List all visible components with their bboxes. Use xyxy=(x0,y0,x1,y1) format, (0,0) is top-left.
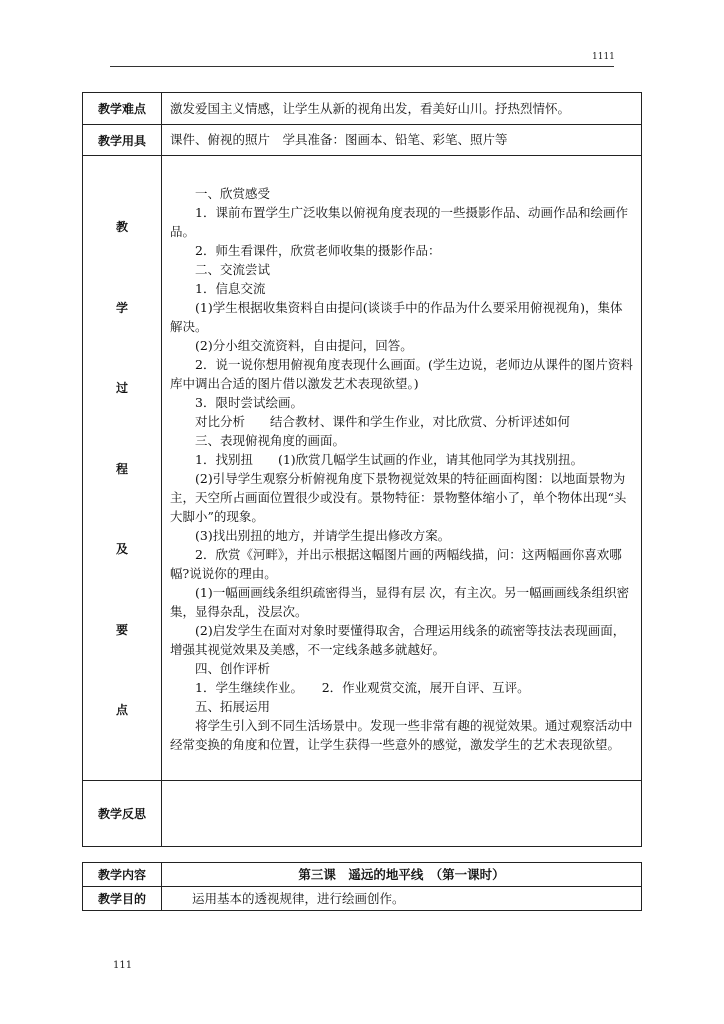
process-line: 2．师生看课件，欣赏老师收集的摄影作品： xyxy=(195,243,441,258)
lesson-title: 第三课 遥远的地平线 （第一课时） xyxy=(162,863,642,887)
process-row xyxy=(83,156,642,781)
tools-text: 课件、俯视的照片 学具准备：图画本、铅笔、彩笔、照片等 xyxy=(162,125,642,156)
process-line: 一、欣赏感受 xyxy=(195,186,271,201)
tools-row xyxy=(83,125,642,156)
process-label-char: 点 xyxy=(115,703,128,717)
content-row xyxy=(83,863,642,887)
header-rule xyxy=(110,66,614,67)
tools-label: 教学用具 xyxy=(83,125,162,156)
process-line: 对比分析 结合教材、课件和学生作业，对比欣赏、分析评述如何 xyxy=(195,414,571,429)
process-label-char: 要 xyxy=(115,622,128,637)
process-line: 2．说一说你想用俯视角度表现什么画面。(学生边说，老师边从课件的图片资料库中调出合适的图片借以激发艺术表现欲望。) xyxy=(170,357,633,391)
process-line: 1．学生继续作业。 2．作业观赏交流，展开自评、互评。 xyxy=(195,680,530,695)
difficulty-row xyxy=(83,93,642,125)
reflection-row xyxy=(83,781,642,847)
process-line: (1)学生根据收集资料自由提问(谈谈手中的作品为什么要采用俯视视角)，集体解决。 xyxy=(170,300,623,334)
process-line: 2．欣赏《河畔》，并出示根据这幅图片画的两幅线描，问：这两幅画你喜欢哪幅?说说你的理由。 xyxy=(170,547,622,581)
process-label-char: 学 xyxy=(115,300,128,315)
process-line: 五、拓展运用 xyxy=(195,699,271,714)
process-label-char: 程 xyxy=(115,461,128,476)
footer-page-number: 111 xyxy=(113,960,133,971)
process-content xyxy=(162,156,642,781)
process-line: 3．限时尝试绘画。 xyxy=(195,395,303,410)
header-page-code: 1111 xyxy=(592,52,615,62)
process-label-char: 教 xyxy=(115,220,128,234)
process-line: (2)分小组交流资料，自由提问，回答。 xyxy=(195,338,413,353)
difficulty-text: 激发爱国主义情感，让学生从新的视角出发，看美好山川。抒热烈情怀。 xyxy=(162,93,642,125)
process-line: 三、表现俯视角度的画面。 xyxy=(195,433,346,448)
process-line: (3)找出别扭的地方，并请学生提出修改方案。 xyxy=(195,528,451,543)
process-line: (1)一幅画画线条组织疏密得当，显得有层 次，有主次。另一幅画画线条组织密集，显得杂乱，没层次。 xyxy=(170,585,630,619)
goal-label: 教学目的 xyxy=(83,887,162,911)
process-label-char: 过 xyxy=(115,381,128,395)
process-line: 将学生引入到不同生活场景中。发现一些非常有趣的视觉效果。通过观察活动中经常变换的角度和位置，让学生获得一些意外的感觉，激发学生的艺术表现欲望。 xyxy=(170,718,633,752)
process-line: (2)引导学生观察分析俯视角度下景物视觉效果的特征画面构图：以地面景物为主，天空所占画面位置很少或没有。景物特征：景物整体缩小了，单个物体出现“头大脚小”的现象。 xyxy=(170,471,627,524)
process-line: 1．信息交流 xyxy=(195,281,266,296)
reflection-label: 教学反思 xyxy=(83,781,162,847)
process-line: (2)启发学生在面对对象时要懂得取舍，合理运用线条的疏密等技法表现画面，增强其视觉效果及美感，不一定线条越多就越好。 xyxy=(170,623,626,657)
difficulty-label: 教学难点 xyxy=(83,93,162,125)
content-label: 教学内容 xyxy=(83,863,162,887)
process-line: 四、创作评析 xyxy=(195,661,271,676)
process-line: 1．课前布置学生广泛收集以俯视角度表现的一些摄影作品、动画作品和绘画作品。 xyxy=(170,205,628,239)
goal-row xyxy=(83,887,642,911)
process-line: 1．找别扭 (1)欣赏几幅学生试画的作业，请其他同学为其找别扭。 xyxy=(195,452,584,467)
next-lesson-table xyxy=(82,862,642,911)
process-label xyxy=(83,156,162,781)
lesson-plan-table xyxy=(82,92,642,847)
process-line: 二、交流尝试 xyxy=(195,262,271,277)
process-label-char: 及 xyxy=(115,542,128,556)
reflection-text xyxy=(162,781,642,847)
goal-text: 运用基本的透视规律，进行绘画创作。 xyxy=(162,887,642,911)
